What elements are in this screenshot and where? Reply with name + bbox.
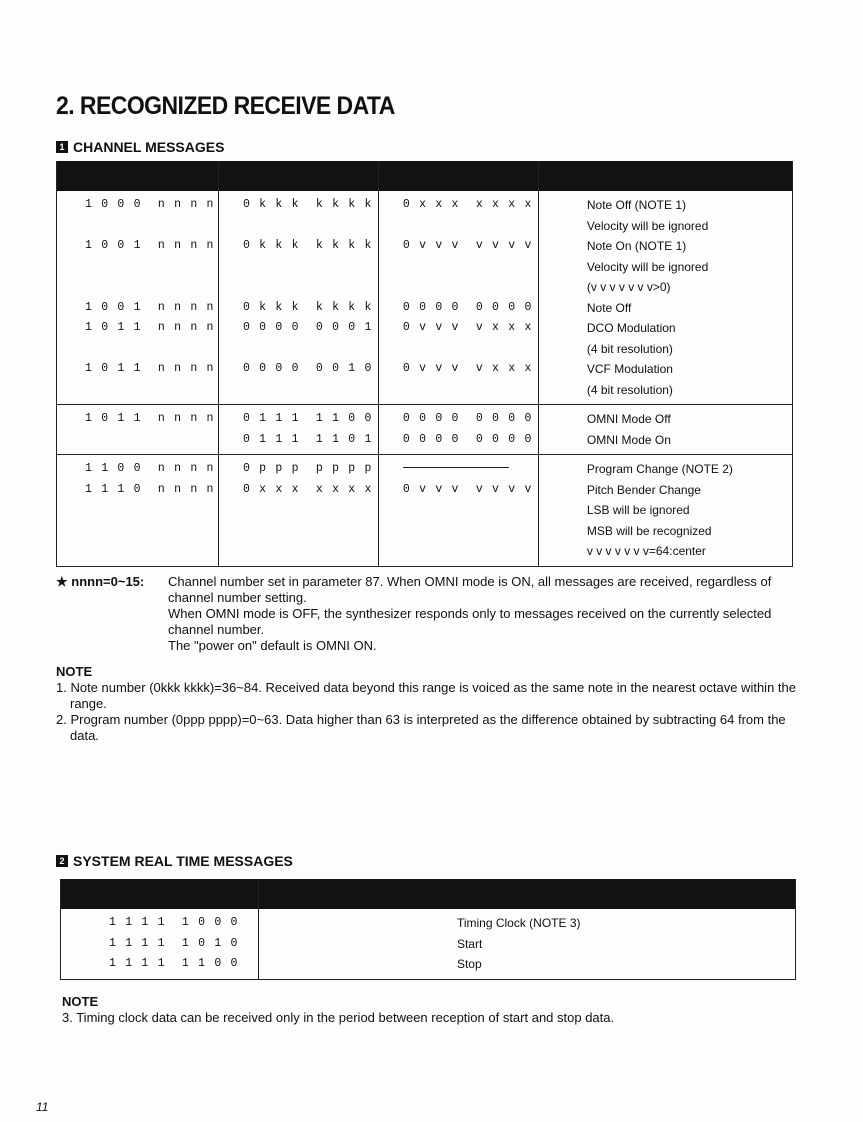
data-byte-1-cell xyxy=(218,455,378,567)
data-byte-2: 0 0 0 0 0 0 0 0 xyxy=(402,412,533,425)
status-byte: 1 0 1 1 n n n n xyxy=(85,412,215,425)
status-byte-cell xyxy=(57,191,219,405)
data-byte-1-cell xyxy=(218,191,378,405)
data-byte-1-cell xyxy=(218,405,378,455)
description: Note Off xyxy=(586,300,632,315)
data-byte-2: 0 v v v v v v v xyxy=(402,482,533,496)
data-byte-1: 0 0 0 0 0 0 1 0 xyxy=(242,362,373,375)
table-header-row xyxy=(57,161,793,191)
description: Stop xyxy=(456,957,482,971)
status-byte xyxy=(85,257,218,278)
page-title: 2. RECOGNIZED RECEIVE DATA xyxy=(56,92,395,120)
message-group xyxy=(57,455,793,567)
status-byte: 1 1 0 0 n n n n xyxy=(85,462,215,475)
note-item: 2. Program number (0ppp pppp)=0~63. Data higher than 63 is interpreted as the difference obtained by subtracting 64 from the data. xyxy=(56,712,786,743)
data-byte-2-cell xyxy=(378,455,538,567)
data-byte-1: 0 k k k k k k k xyxy=(242,300,373,314)
data-byte-2 xyxy=(403,380,538,401)
page-number: 11 xyxy=(36,1100,49,1114)
channel-messages-table xyxy=(56,161,793,567)
status-byte xyxy=(85,380,218,401)
status-byte xyxy=(85,541,218,562)
description: (4 bit resolution) xyxy=(586,382,673,397)
data-byte-1 xyxy=(243,216,378,237)
description: Program Change (NOTE 2) xyxy=(586,462,733,476)
footnote-line: Channel number set in parameter 87. When OMNI mode is ON, all messages are received, regardless of channel number setting. xyxy=(168,574,772,605)
data-byte-1 xyxy=(243,380,378,401)
description: Note Off (NOTE 1) xyxy=(586,198,687,212)
description: Velocity will be ignored xyxy=(586,259,709,274)
description: Timing Clock (NOTE 3) xyxy=(456,916,581,930)
status-byte: 1 1 1 1 1 1 0 0 xyxy=(109,957,239,970)
footnote-label: ★ nnnn=0~15: xyxy=(56,574,145,589)
note-item: 3. Timing clock data can be received only in the period between reception of start and stop data. xyxy=(62,1010,615,1025)
status-byte-cell xyxy=(57,405,219,455)
note-heading: NOTE xyxy=(62,994,99,1009)
description: VCF Modulation xyxy=(586,362,673,376)
data-byte-2: 0 x x x x x x x xyxy=(402,198,533,211)
description-cell xyxy=(538,191,792,405)
data-byte-2 xyxy=(403,521,538,542)
data-byte-1 xyxy=(243,500,378,521)
channel-notes xyxy=(56,664,796,744)
status-byte: 1 1 1 0 n n n n xyxy=(85,482,215,496)
data-byte-2 xyxy=(403,277,538,298)
status-byte-cell xyxy=(57,455,219,567)
section-heading-text: CHANNEL MESSAGES xyxy=(73,139,225,155)
footnote-line: The "power on" default is OMNI ON. xyxy=(168,638,377,653)
data-byte-1: 0 1 1 1 1 1 0 0 xyxy=(242,412,373,425)
data-byte-2: 0 0 0 0 0 0 0 0 xyxy=(402,432,533,446)
status-byte: 1 0 1 1 n n n n xyxy=(85,362,215,375)
description: LSB will be ignored xyxy=(586,503,690,517)
realtime-notes xyxy=(62,994,792,1026)
channel-messages-heading xyxy=(56,139,224,155)
channel-footnote xyxy=(56,574,796,654)
data-byte-2 xyxy=(403,339,538,360)
description: OMNI Mode On xyxy=(586,432,671,447)
description: MSB will be recognized xyxy=(586,523,712,538)
status-byte: 1 1 1 1 1 0 0 0 xyxy=(109,916,239,929)
status-byte: 1 1 1 1 1 0 1 0 xyxy=(109,936,239,950)
data-byte-2 xyxy=(403,459,538,480)
data-byte-2: 0 v v v v x x x xyxy=(402,362,533,375)
status-byte: 1 0 0 1 n n n n xyxy=(85,300,215,314)
data-byte-1 xyxy=(243,257,378,278)
data-byte-1 xyxy=(243,521,378,542)
system-realtime-table xyxy=(60,879,796,980)
data-byte-1: 0 x x x x x x x xyxy=(242,482,373,496)
status-byte xyxy=(85,216,218,237)
data-byte-2 xyxy=(403,257,538,278)
data-byte-1: 0 1 1 1 1 1 0 1 xyxy=(242,432,373,446)
description: v v v v v v v=64:center xyxy=(586,544,706,558)
section-number-badge: 1 xyxy=(56,141,68,153)
description: Start xyxy=(456,936,483,951)
table-header-row xyxy=(61,879,796,909)
note-heading: NOTE xyxy=(56,664,93,679)
data-byte-1 xyxy=(243,277,378,298)
data-byte-1: 0 k k k k k k k xyxy=(242,239,373,252)
system-realtime-heading xyxy=(56,853,293,869)
status-byte xyxy=(85,500,218,521)
status-byte: 1 0 1 1 n n n n xyxy=(85,321,215,334)
data-byte-2: 0 v v v v x x x xyxy=(402,321,533,334)
status-byte xyxy=(85,277,218,298)
description: DCO Modulation xyxy=(586,321,676,335)
description: (v v v v v v v>0) xyxy=(586,280,671,294)
data-byte-2 xyxy=(403,541,538,562)
status-byte: 1 0 0 0 n n n n xyxy=(85,198,215,211)
status-byte-cell xyxy=(61,909,259,979)
status-byte xyxy=(85,521,218,542)
data-byte-2 xyxy=(403,216,538,237)
data-byte-1 xyxy=(243,339,378,360)
message-group xyxy=(61,909,796,979)
data-byte-1: 0 0 0 0 0 0 0 1 xyxy=(242,321,373,334)
data-byte-2-cell xyxy=(378,405,538,455)
status-byte xyxy=(85,430,218,451)
description: OMNI Mode Off xyxy=(586,412,671,426)
description-cell xyxy=(258,909,795,979)
data-byte-2: 0 v v v v v v v xyxy=(402,239,533,252)
data-byte-1: 0 k k k k k k k xyxy=(242,198,373,211)
description: Velocity will be ignored xyxy=(586,218,709,233)
note-item: 1. Note number (0kkk kkkk)=36~84. Received data beyond this range is voiced as the same note in the nearest octave within the range. xyxy=(56,680,796,711)
section-heading-text: SYSTEM REAL TIME MESSAGES xyxy=(73,853,293,869)
data-byte-2 xyxy=(403,500,538,521)
message-group xyxy=(57,191,793,405)
description: (4 bit resolution) xyxy=(586,341,673,356)
description: Pitch Bender Change xyxy=(586,482,701,497)
data-byte-1 xyxy=(243,541,378,562)
data-byte-1: 0 p p p p p p p xyxy=(242,462,373,475)
status-byte: 1 0 0 1 n n n n xyxy=(85,239,215,252)
footnote-line: When OMNI mode is OFF, the synthesizer responds only to messages received on the currently selected channel number. xyxy=(168,606,772,637)
description: Note On (NOTE 1) xyxy=(586,239,687,253)
description-cell xyxy=(538,405,792,455)
data-byte-2: 0 0 0 0 0 0 0 0 xyxy=(402,300,533,314)
status-byte xyxy=(85,339,218,360)
section-number-badge: 2 xyxy=(56,855,68,867)
data-byte-2-cell xyxy=(378,191,538,405)
message-group xyxy=(57,405,793,455)
not-applicable-dash xyxy=(403,467,509,468)
description-cell xyxy=(538,455,792,567)
